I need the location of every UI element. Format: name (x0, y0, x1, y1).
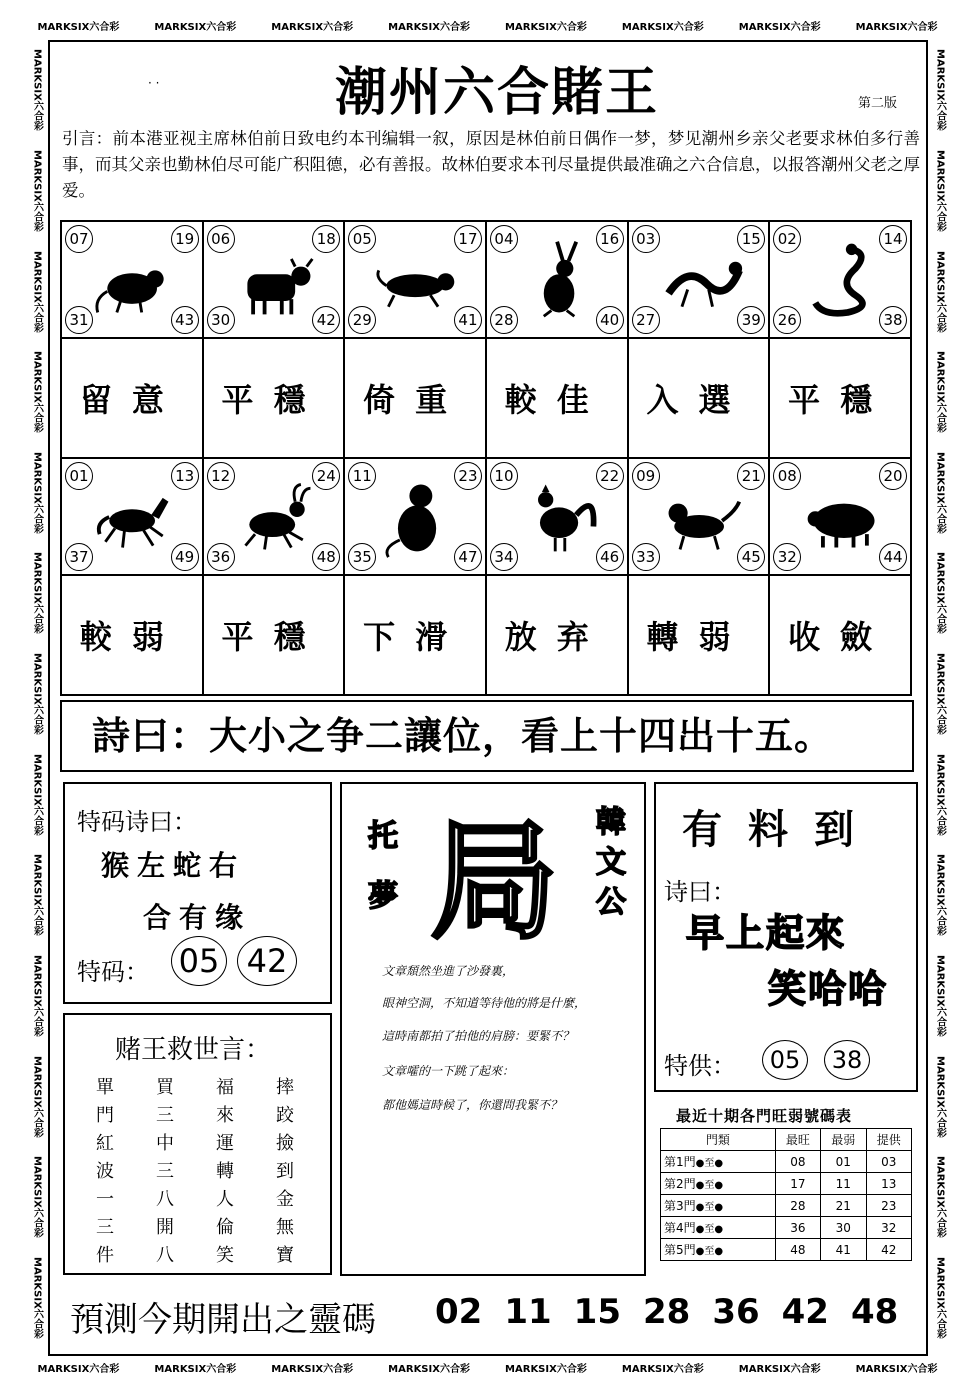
gates-cell (661, 1217, 776, 1239)
watermark-text: MARKSIX六合彩 (31, 150, 43, 232)
watermark-text: MARKSIX六合彩 (37, 1363, 120, 1375)
dream-line-3: 這時南都拍了拍他的肩膀：要緊不？ (382, 1029, 575, 1043)
dream-line-5: 都他媽這時候了，你還問我緊不？ (382, 1098, 563, 1112)
gambler-word-char: 開 (156, 1217, 174, 1238)
zodiac-number: 28 (490, 306, 518, 334)
gate-name: 第1門 (664, 1155, 696, 1169)
gambler-word-char: 金 (276, 1189, 294, 1210)
special-code-label: 特码： (77, 958, 149, 986)
zodiac-number: 46 (596, 543, 624, 571)
zodiac-number: 10 (490, 462, 518, 490)
gate-range-marks: ●至● (695, 1246, 724, 1257)
monkey-icon (375, 471, 461, 561)
zodiac-number: 41 (454, 306, 482, 334)
tiger-icon (375, 234, 461, 324)
special-poem-box (63, 782, 332, 1004)
zodiac-number: 14 (879, 225, 907, 253)
gates-table (660, 1128, 912, 1261)
watermark-text: MARKSIX六合彩 (934, 250, 946, 333)
gates-cell: 32 (866, 1217, 911, 1239)
gambler-word-char: 買 (156, 1077, 174, 1098)
prediction-number: 02 (435, 1292, 483, 1332)
zodiac-number: 35 (348, 543, 376, 571)
watermark-text: MARKSIX六合彩 (31, 250, 43, 333)
gates-cell: 23 (866, 1195, 911, 1217)
zodiac-cell (628, 221, 770, 338)
zodiac-number: 36 (207, 543, 235, 571)
dog-icon (659, 471, 745, 561)
watermark-left (26, 40, 48, 1348)
zodiac-number: 03 (632, 225, 660, 253)
gambler-word-char: 跤 (276, 1105, 294, 1126)
dream-box (340, 782, 646, 1276)
has-info-box (654, 782, 918, 1092)
zodiac-number: 18 (312, 225, 340, 253)
dream-heading-art (344, 802, 640, 942)
zodiac-cell (61, 458, 203, 575)
zodiac-status: 留意 (61, 338, 203, 458)
zodiac-number: 30 (207, 306, 235, 334)
gambler-words-box (63, 1013, 332, 1275)
prediction-number: 11 (504, 1292, 552, 1332)
watermark-text: MARKSIX六合彩 (934, 753, 946, 836)
dream-big-char: 局 (430, 808, 559, 942)
gambler-word-char: 運 (216, 1133, 234, 1154)
gates-cell: 48 (775, 1239, 820, 1261)
watermark-bottom (20, 1356, 955, 1378)
zodiac-status: 較佳 (486, 338, 628, 458)
gambler-word-char: 寶 (276, 1245, 294, 1266)
watermark-text: MARKSIX六合彩 (31, 1055, 43, 1138)
zodiac-number: 01 (65, 462, 93, 490)
watermark-text: MARKSIX六合彩 (31, 753, 43, 836)
prediction-numbers (435, 1292, 898, 1332)
zodiac-cell (486, 221, 628, 338)
dream-left-char-1: 托 (368, 819, 398, 854)
zodiac-number: 33 (632, 543, 660, 571)
watermark-text: MARKSIX六合彩 (154, 1363, 237, 1375)
watermark-text: MARKSIX六合彩 (621, 21, 704, 33)
snake-icon (800, 234, 886, 324)
prediction-number: 36 (712, 1292, 760, 1332)
zodiac-number: 43 (171, 306, 199, 334)
special-code-1: 05 (171, 936, 227, 986)
zodiac-number: 40 (596, 306, 624, 334)
gate-name: 第2門 (664, 1177, 696, 1191)
gates-cell: 28 (775, 1195, 820, 1217)
table-row (661, 1239, 912, 1261)
watermark-text: MARKSIX六合彩 (934, 451, 946, 534)
zodiac-number: 16 (596, 225, 624, 253)
watermark-text: MARKSIX六合彩 (738, 21, 821, 33)
zodiac-number: 34 (490, 543, 518, 571)
zodiac-status: 倚重 (344, 338, 486, 458)
gates-cell: 03 (866, 1151, 911, 1173)
gates-header: 門類 (661, 1129, 776, 1151)
watermark-text: MARKSIX六合彩 (31, 451, 43, 534)
gambler-word-char: 笑 (216, 1245, 234, 1266)
watermark-top (20, 14, 955, 36)
gambler-word-char: 三 (156, 1105, 174, 1126)
gates-cell: 11 (821, 1173, 866, 1195)
gambler-word-char: 八 (156, 1245, 174, 1266)
zodiac-number: 45 (737, 543, 765, 571)
gates-cell: 30 (821, 1217, 866, 1239)
watermark-text: MARKSIX六合彩 (271, 1363, 354, 1375)
zodiac-number: 13 (171, 462, 199, 490)
zodiac-cell (486, 458, 628, 575)
gambler-word-char: 門 (96, 1105, 114, 1126)
gambler-word-char: 倫 (216, 1217, 234, 1238)
has-info-code-2: 38 (824, 1040, 870, 1080)
zodiac-status: 放弃 (486, 575, 628, 695)
special-code-2: 42 (237, 936, 297, 986)
zodiac-number: 44 (879, 543, 907, 571)
zodiac-cell (203, 458, 345, 575)
watermark-text: MARKSIX六合彩 (388, 1363, 470, 1375)
zodiac-number: 27 (632, 306, 660, 334)
table-row (661, 1195, 912, 1217)
zodiac-number: 38 (879, 306, 907, 334)
zodiac-cell (769, 458, 911, 575)
watermark-text: MARKSIX六合彩 (31, 1156, 43, 1238)
dream-left-char-2: 夢 (368, 879, 398, 914)
zodiac-number: 21 (737, 462, 765, 490)
gates-cell (661, 1239, 776, 1261)
has-info-special-label: 特供： (664, 1052, 736, 1080)
prediction-number: 15 (573, 1292, 621, 1332)
special-poem-line1: 猴左蛇右 (101, 849, 246, 882)
has-info-line1: 早上起來 (686, 911, 847, 955)
gambler-words-grid (75, 1073, 315, 1267)
watermark-text: MARKSIX六合彩 (934, 1055, 946, 1138)
gambler-word-char: 三 (96, 1217, 114, 1238)
zodiac-number: 17 (454, 225, 482, 253)
zodiac-number: 11 (348, 462, 376, 490)
gate-range-marks: ●至● (695, 1224, 724, 1235)
zodiac-number: 26 (773, 306, 801, 334)
zodiac-status: 平穩 (769, 338, 911, 458)
ox-icon (234, 234, 320, 324)
watermark-text: MARKSIX六合彩 (31, 954, 43, 1037)
table-row (661, 1217, 912, 1239)
zodiac-number: 31 (65, 306, 93, 334)
special-poem-line2: 合有缘 (143, 901, 252, 934)
watermark-right (929, 40, 951, 1348)
gate-range-marks: ●至● (695, 1202, 724, 1213)
zodiac-number: 37 (65, 543, 93, 571)
gambler-word-char: 一 (96, 1189, 114, 1210)
gates-cell (661, 1151, 776, 1173)
zodiac-number: 49 (171, 543, 199, 571)
zodiac-number: 05 (348, 225, 376, 253)
gambler-word-char: 轉 (216, 1161, 234, 1182)
prediction-label: 預測今期開出之靈碼 (70, 1300, 376, 1340)
gambler-word-char: 摔 (276, 1077, 294, 1098)
watermark-text: MARKSIX六合彩 (388, 21, 470, 33)
zodiac-cell (61, 221, 203, 338)
goat-icon (234, 471, 320, 561)
dream-right-char-3: 公 (596, 885, 626, 920)
zodiac-cell (769, 221, 911, 338)
gates-cell: 01 (821, 1151, 866, 1173)
gambler-word-char: 件 (96, 1245, 114, 1266)
zodiac-status: 入選 (628, 338, 770, 458)
has-info-poem-art (656, 906, 912, 1016)
dream-right-char-2: 文 (596, 845, 626, 880)
zodiac-cell (344, 221, 486, 338)
watermark-text: MARKSIX六合彩 (934, 1156, 946, 1238)
zodiac-number: 07 (65, 225, 93, 253)
gate-name: 第3門 (664, 1199, 696, 1213)
zodiac-status: 收斂 (769, 575, 911, 695)
gambler-word-char: 八 (156, 1189, 174, 1210)
gates-cell: 41 (821, 1239, 866, 1261)
zodiac-cell (628, 458, 770, 575)
dragon-icon (659, 234, 745, 324)
zodiac-number: 09 (632, 462, 660, 490)
zodiac-number: 15 (737, 225, 765, 253)
table-row (661, 1151, 912, 1173)
zodiac-number: 32 (773, 543, 801, 571)
watermark-text: MARKSIX六合彩 (31, 854, 43, 937)
gate-name: 第5門 (664, 1243, 696, 1257)
has-info-line2: 笑哈哈 (768, 967, 889, 1011)
gates-header: 最旺 (775, 1129, 820, 1151)
page-title: 潮州六合賭王 (335, 62, 660, 123)
gambler-word-char: 福 (216, 1077, 234, 1098)
zodiac-number: 42 (312, 306, 340, 334)
has-info-poem-label: 诗曰： (664, 878, 736, 906)
watermark-text: MARKSIX六合彩 (31, 552, 43, 635)
dream-line-2: 眼神空洞，不知道等待他的將是什麼， (382, 996, 587, 1010)
watermark-text: MARKSIX六合彩 (934, 854, 946, 937)
gambler-word-char: 單 (96, 1077, 114, 1098)
watermark-text: MARKSIX六合彩 (934, 351, 946, 434)
gates-header: 最弱 (821, 1129, 866, 1151)
zodiac-status: 下滑 (344, 575, 486, 695)
zodiac-status: 平穩 (203, 575, 345, 695)
zodiac-number: 20 (879, 462, 907, 490)
zodiac-number: 47 (454, 543, 482, 571)
zodiac-number: 19 (171, 225, 199, 253)
watermark-text: MARKSIX六合彩 (934, 150, 946, 232)
gambler-words-title: 赌王救世言： (115, 1035, 272, 1065)
has-info-title: 有料到 (682, 807, 880, 853)
decorative-dots: · · (148, 76, 160, 90)
dream-line-4: 文章嚯的一下跳了起來： (382, 1064, 515, 1078)
table-row (661, 1173, 912, 1195)
gates-title: 最近十期各門旺弱號碼表 (676, 1107, 853, 1125)
zodiac-number: 39 (737, 306, 765, 334)
watermark-text: MARKSIX六合彩 (621, 1363, 704, 1375)
zodiac-number: 23 (454, 462, 482, 490)
gates-cell: 42 (866, 1239, 911, 1261)
watermark-text: MARKSIX六合彩 (934, 954, 946, 1037)
has-info-code-1: 05 (762, 1040, 808, 1080)
pig-icon (800, 471, 886, 561)
watermark-text: MARKSIX六合彩 (31, 351, 43, 434)
gambler-word-char: 來 (216, 1105, 234, 1126)
gates-cell (661, 1173, 776, 1195)
dream-right-char-1: 韓 (596, 805, 626, 840)
prediction-number: 42 (781, 1292, 829, 1332)
gambler-word-char: 到 (276, 1161, 294, 1182)
gambler-word-char: 無 (276, 1217, 294, 1238)
watermark-text: MARKSIX六合彩 (738, 1363, 821, 1375)
rat-icon (92, 234, 178, 324)
gates-cell: 21 (821, 1195, 866, 1217)
zodiac-number: 12 (207, 462, 235, 490)
prediction-number: 28 (642, 1292, 691, 1332)
gates-cell: 36 (775, 1217, 820, 1239)
gates-cell: 08 (775, 1151, 820, 1173)
zodiac-cell (203, 221, 345, 338)
watermark-text: MARKSIX六合彩 (37, 21, 120, 33)
watermark-text: MARKSIX六合彩 (934, 49, 946, 132)
gate-range-marks: ●至● (695, 1180, 724, 1191)
zodiac-status: 較弱 (61, 575, 203, 695)
watermark-text: MARKSIX六合彩 (855, 21, 938, 33)
gambler-word-char: 波 (96, 1161, 114, 1182)
watermark-text: MARKSIX六合彩 (505, 1363, 587, 1375)
gates-header: 提供 (866, 1129, 911, 1151)
gambler-word-char: 紅 (96, 1133, 114, 1154)
zodiac-number: 48 (312, 543, 340, 571)
zodiac-number: 06 (207, 225, 235, 253)
watermark-text: MARKSIX六合彩 (934, 552, 946, 635)
watermark-text: MARKSIX六合彩 (505, 21, 587, 33)
gate-name: 第4門 (664, 1221, 696, 1235)
zodiac-number: 04 (490, 225, 518, 253)
special-poem-label: 特码诗曰： (77, 808, 197, 836)
rooster-icon (517, 471, 603, 561)
rabbit-icon (517, 234, 603, 324)
watermark-text: MARKSIX六合彩 (934, 1256, 946, 1339)
prediction-number: 48 (850, 1292, 899, 1332)
gates-cell: 17 (775, 1173, 820, 1195)
zodiac-status: 轉弱 (628, 575, 770, 695)
gambler-word-char: 人 (216, 1189, 234, 1210)
zodiac-number: 24 (312, 462, 340, 490)
edition-label: 第二版 (858, 96, 898, 111)
watermark-text: MARKSIX六合彩 (271, 21, 354, 33)
gates-cell (661, 1195, 776, 1217)
gambler-word-char: 中 (156, 1133, 174, 1154)
gates-cell: 13 (866, 1173, 911, 1195)
watermark-text: MARKSIX六合彩 (31, 653, 43, 735)
zodiac-number: 08 (773, 462, 801, 490)
dream-line-1: 文章頹然坐進了沙發裏， (382, 964, 515, 978)
zodiac-cell (344, 458, 486, 575)
zodiac-table (60, 220, 912, 696)
zodiac-number: 02 (773, 225, 801, 253)
watermark-text: MARKSIX六合彩 (855, 1363, 938, 1375)
zodiac-status: 平穩 (203, 338, 345, 458)
watermark-text: MARKSIX六合彩 (154, 21, 237, 33)
gate-range-marks: ●至● (695, 1158, 724, 1169)
watermark-text: MARKSIX六合彩 (934, 653, 946, 735)
intro-text: 引言：前本港亚视主席林伯前日致电约本刊编辑一叙，原因是林伯前日偶作一梦，梦见潮州乡亲父老要求林伯多行善事，而其父亲也勤林伯尽可能广积阻德，必有善报。故林伯要求本刊尽量提供最准确之六合信息，以报答潮州父老之厚爱。 (62, 129, 920, 200)
gambler-word-char: 三 (156, 1161, 174, 1182)
horse-icon (92, 471, 178, 561)
watermark-text: MARKSIX六合彩 (31, 1256, 43, 1339)
watermark-text: MARKSIX六合彩 (31, 49, 43, 132)
zodiac-number: 22 (596, 462, 624, 490)
zodiac-number: 29 (348, 306, 376, 334)
gambler-word-char: 撿 (276, 1133, 294, 1154)
poem-banner: 詩曰：大小之争二讓位，看上十四出十五。 (60, 700, 914, 772)
